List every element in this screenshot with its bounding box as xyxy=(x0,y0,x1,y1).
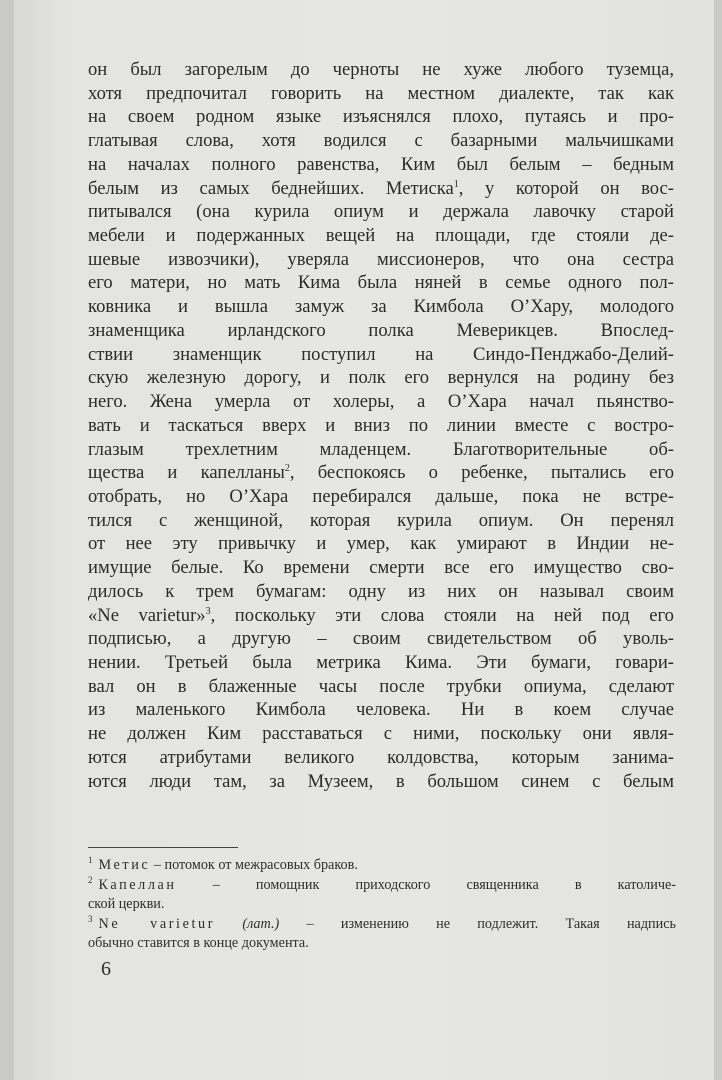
text-segment: питывался (она курила опиум и держала лавочку старой xyxy=(88,201,674,223)
page-number: 6 xyxy=(101,958,111,980)
footnote-text: – изменению не подлежит. Такая надпись xyxy=(279,915,676,932)
text-segment: глатывая слова, хотя водился с базарными мальчишками xyxy=(88,130,674,152)
text-line xyxy=(88,722,674,746)
text-line xyxy=(88,485,674,509)
footnote-language: (лат.) xyxy=(242,915,280,932)
footnote-reference: 2 xyxy=(284,463,290,475)
text-segment: мебели и подержанных вещей на площади, где стояли де- xyxy=(88,225,674,247)
text-line xyxy=(88,319,674,343)
text-segment: он был загорелым до черноты не хуже любого туземца, xyxy=(88,59,674,80)
text-line xyxy=(88,295,674,319)
text-line xyxy=(88,248,674,272)
text-segment: шевые извозчики), уверяла миссионеров, что она сестра xyxy=(88,248,674,270)
text-segment: ются атрибутами великого колдовства, которым занима- xyxy=(88,746,674,768)
text-segment: его матери, но мать Кима была няней в семье одного пол- xyxy=(88,272,674,294)
footnote-reference: 3 xyxy=(205,605,211,617)
text-line xyxy=(88,604,674,628)
text-segment: , у которой он вос- xyxy=(458,177,674,199)
text-segment: ствии знаменщик поступил на Синдо-Пенджабо-Делий- xyxy=(88,343,674,365)
text-line xyxy=(88,414,674,438)
text-segment: глазым трехлетним младенцем. Благотворительные об- xyxy=(88,438,674,460)
text-line xyxy=(88,58,674,82)
footnote-text: ской церкви. xyxy=(88,896,165,912)
text-segment: на своем родном языке изъяснялся плохо, путаясь и про- xyxy=(88,106,674,128)
text-segment: нении. Третьей была метрика Кима. Эти бумаги, говари- xyxy=(88,651,674,673)
footnote-text: обычно ставится в конце документа. xyxy=(88,935,309,951)
text-segment: имущие белые. Ко времени смерти все его имущество сво- xyxy=(88,557,674,579)
body-text xyxy=(88,58,674,793)
footnotes xyxy=(88,856,676,954)
text-segment: на началах полного равенства, Ким был белым – бедным xyxy=(88,153,674,175)
text-line xyxy=(88,580,674,604)
text-segment: подписью, а другую – своим свидетельством об уволь- xyxy=(88,628,674,650)
footnote-mark: 2 xyxy=(88,874,93,885)
book-page xyxy=(14,0,714,1080)
footnote-term: Метис xyxy=(98,857,151,873)
footnote-text: – помощник приходского священника в католиче- xyxy=(176,876,676,893)
text-line xyxy=(88,675,674,699)
text-segment: не должен Ким расставаться с ними, поскольку они явля- xyxy=(88,723,674,745)
footnote-line xyxy=(88,876,676,896)
text-line xyxy=(88,271,674,295)
footnote-mark: 3 xyxy=(88,913,93,924)
footnote-line xyxy=(88,934,676,954)
text-line xyxy=(88,627,674,651)
text-line xyxy=(88,651,674,675)
text-segment: ются люди там, за Музеем, в большом синем с белым xyxy=(88,770,674,792)
text-segment: тился с женщиной, которая курила опиум. Он перенял xyxy=(88,509,674,531)
text-line xyxy=(88,200,674,224)
footnote-term: Капеллан xyxy=(98,876,177,893)
text-line xyxy=(88,532,674,556)
text-segment: из маленького Кимбола человека. Ни в коем случае xyxy=(88,699,674,721)
text-line xyxy=(88,461,674,485)
text-segment: знаменщика ирландского полка Меверикцев. Впослед- xyxy=(88,319,674,341)
text-segment: ковника и вышла замуж за Кимбола О’Хару, молодого xyxy=(88,296,674,318)
text-line xyxy=(88,438,674,462)
text-segment: вал он в блаженные часы после трубки опиума, сделают xyxy=(88,675,674,697)
text-line xyxy=(88,698,674,722)
text-line xyxy=(88,224,674,248)
text-line xyxy=(88,153,674,177)
text-line xyxy=(88,82,674,106)
text-line xyxy=(88,746,674,770)
footnote-text: – потомок от межрасовых браков. xyxy=(150,857,358,873)
footnote-term: Ne varietur xyxy=(98,915,216,932)
text-line xyxy=(88,770,674,794)
text-line xyxy=(88,105,674,129)
footnote-divider xyxy=(88,847,238,848)
text-segment: дилось к трем бумагам: одну из них он называл своим xyxy=(88,580,674,602)
text-segment: «Ne varietur» xyxy=(88,604,206,626)
text-segment: вать и таскаться вверх и вниз по линии вместе с востро- xyxy=(88,414,674,436)
text-line xyxy=(88,129,674,153)
footnote-line xyxy=(88,856,676,876)
text-segment: , поскольку эти слова стояли на ней под его xyxy=(210,604,674,626)
text-segment: отобрать, но О’Хара перебирался дальше, пока не встре- xyxy=(88,485,674,507)
text-segment: скую железную дорогу, и полк его вернулся на родину без xyxy=(88,367,674,389)
text-segment: хотя предпочитал говорить на местном диалекте, так как xyxy=(88,82,674,104)
text-line xyxy=(88,556,674,580)
text-segment: от нее эту привычку и умер, как умирают в Индии не- xyxy=(88,533,674,555)
text-line xyxy=(88,390,674,414)
footnote-mark: 1 xyxy=(88,855,93,866)
text-segment: , беспокоясь о ребенке, пытались его xyxy=(289,462,674,484)
footnote-line xyxy=(88,895,676,915)
text-line xyxy=(88,366,674,390)
text-line xyxy=(88,177,674,201)
text-line xyxy=(88,509,674,533)
text-segment: белым из самых беднейших. Метиска xyxy=(88,177,454,199)
footnote-line xyxy=(88,915,676,935)
text-segment: него. Жена умерла от холеры, а О’Хара начал пьянство- xyxy=(88,391,674,413)
text-line xyxy=(88,343,674,367)
text-segment: щества и капелланы xyxy=(88,462,285,484)
footnote-reference: 1 xyxy=(453,178,459,190)
